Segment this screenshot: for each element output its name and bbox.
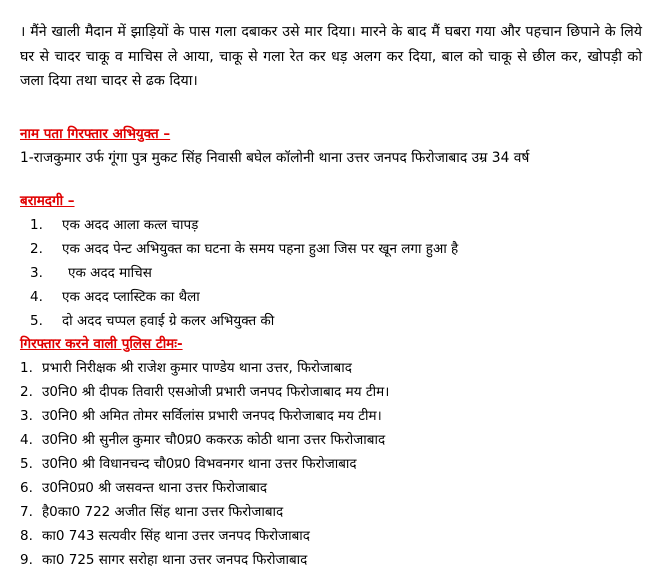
item-number: 5.: [20, 456, 33, 472]
item-number: 7.: [20, 504, 33, 520]
item-number: 2.: [20, 384, 33, 400]
item-text: एक अदद पेन्ट अभियुक्त का घटना के समय पहना हुआ जिस पर खून लगा हुआ है: [62, 241, 459, 257]
item-number: 1.: [20, 360, 33, 376]
item-text: एक अदद माचिस: [68, 265, 152, 281]
item-text: दो अदद चप्पल हवाई ग्रे कलर अभियुक्त की: [62, 313, 275, 329]
recovery-heading: बरामदगी –: [20, 193, 75, 209]
arrested-accused-details: 1-राजकुमार उर्फ गूंगा पुत्र मुकट सिंह निवासी बघेल कॉलोनी थाना उत्तर जनपद फिरोजाबाद उम्र 34 वर्ष: [20, 150, 530, 166]
item-number: 3.: [30, 265, 43, 281]
confession-paragraph: । मैंने खाली मैदान में झाड़ियों के पास गला दबाकर उसे मार दिया। मारने के बाद मैं घबरा गया और पहचान छिपाने के लिये घर से चादर चाकू व माचिस ले आया, चाकू से गला रेत कर धड़ अलग कर दिया, बाल को चाकू से छील कर, खोपड़ी को जला दिया तथा चादर से ढक दिया।: [20, 24, 642, 89]
item-text: उ0नि0 श्री अमित तोमर सर्विलांस प्रभारी जनपद फिरोजाबाद मय टीम।: [42, 408, 382, 424]
item-number: 4.: [20, 432, 33, 448]
item-number: 2.: [30, 241, 43, 257]
item-text: उ0नि0 श्री दीपक तिवारी एसओजी प्रभारी जनपद फिरोजाबाद मय टीम।: [42, 384, 390, 400]
item-text: का0 743 सत्यवीर सिंह थाना उत्तर जनपद फिरोजाबाद: [42, 528, 310, 544]
item-number: 4.: [30, 289, 43, 305]
item-text: एक अदद प्लास्टिक का थैला: [62, 289, 200, 305]
item-text: प्रभारी निरीक्षक श्री राजेश कुमार पाण्डेय थाना उत्तर, फिरोजाबाद: [42, 360, 352, 376]
item-number: 3.: [20, 408, 33, 424]
item-text: का0 725 सागर सरोहा थाना उत्तर जनपद फिरोजाबाद: [42, 552, 308, 568]
item-number: 8.: [20, 528, 33, 544]
item-text: उ0नि0प्र0 श्री जसवन्त थाना उत्तर फिरोजाबाद: [42, 480, 268, 496]
item-number: 5.: [30, 313, 43, 329]
item-text: उ0नि0 श्री विधानचन्द चौ0प्र0 विभवनगर थाना उत्तर फिरोजाबाद: [42, 456, 357, 472]
item-text: एक अदद आला कत्ल चापड़: [62, 217, 199, 233]
arrested-accused-heading: नाम पता गिरफ्तार अभियुक्त –: [20, 126, 171, 142]
item-number: 9.: [20, 552, 33, 568]
item-number: 6.: [20, 480, 33, 496]
item-text: है0का0 722 अजीत सिंह थाना उत्तर फिरोजाबाद: [42, 504, 284, 520]
arresting-team-heading: गिरफ्तार करने वाली पुलिस टीमः-: [20, 336, 183, 352]
item-text: उ0नि0 श्री सुनील कुमार चौ0प्र0 ककरऊ कोठी थाना उत्तर फिरोजाबाद: [42, 432, 386, 448]
item-number: 1.: [30, 217, 43, 233]
